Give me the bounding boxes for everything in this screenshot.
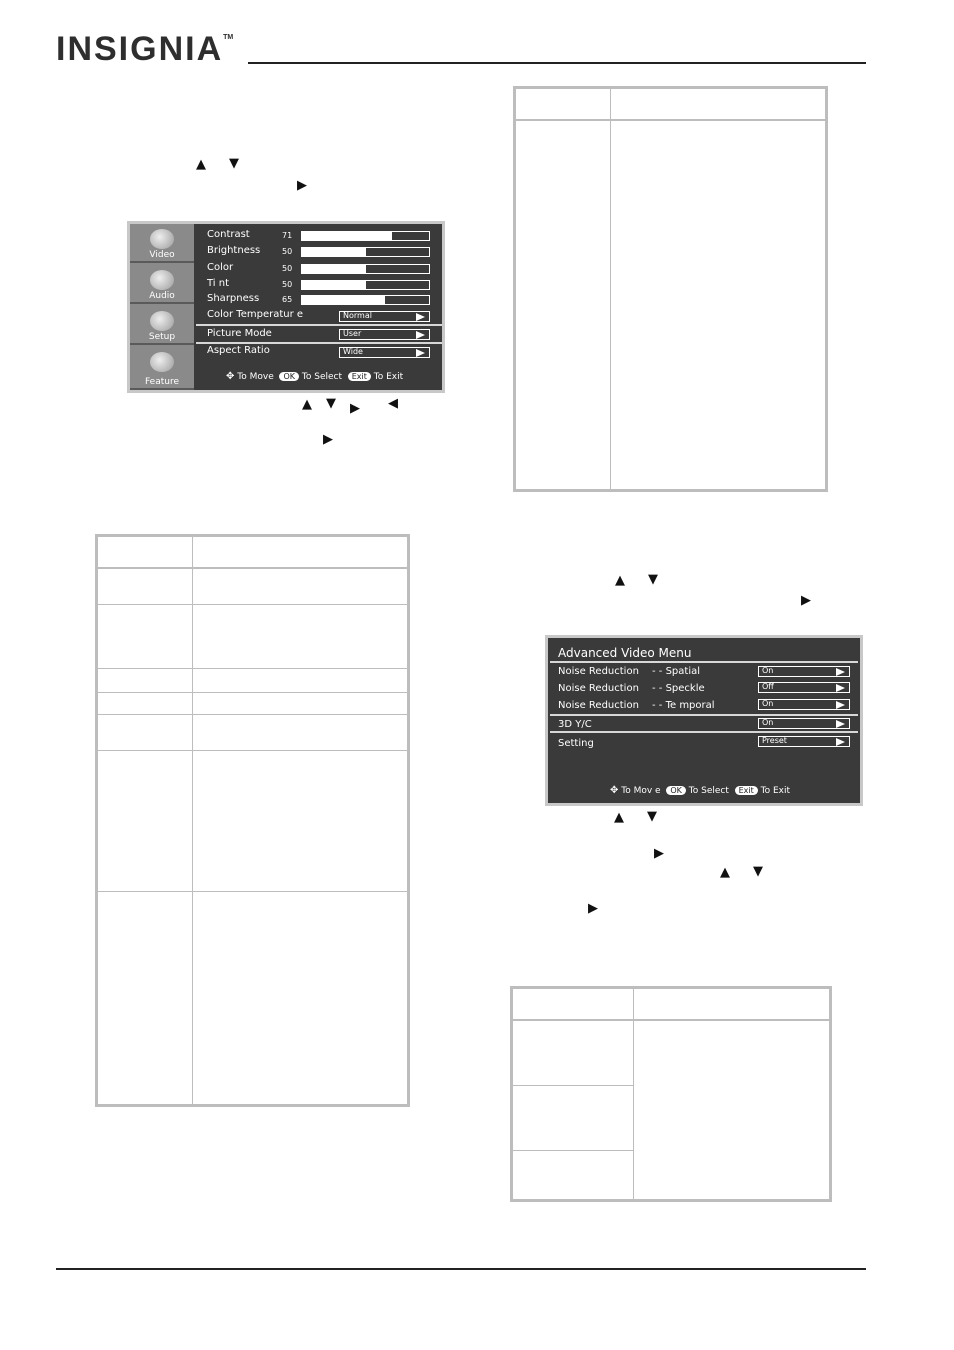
table-row-divider (513, 1085, 633, 1086)
tint-label: Ti nt (207, 278, 230, 289)
sidebar-item-setup[interactable]: Setup (130, 306, 194, 345)
setting-select[interactable]: Preset (758, 736, 850, 747)
right-triangle-icon (836, 720, 845, 728)
color-slider[interactable] (301, 264, 430, 274)
menu-footer: ✥ To Move OK To Select Exit To Exit (226, 371, 404, 382)
noise-reduction-speckle-label: Noise Reduction (558, 683, 639, 694)
color-label: Color (207, 262, 234, 273)
right-triangle-icon (836, 701, 845, 709)
right-triangle-icon (416, 331, 425, 339)
advanced-menu-title: Advanced Video Menu (558, 646, 692, 660)
advanced-menu-footer: ✥ To Mov e OK To Select Exit To Exit (610, 785, 791, 796)
right-triangle-icon (416, 349, 425, 357)
picture-mode-label: Picture Mode (207, 328, 272, 339)
noise-reduction-spatial-label: Noise Reduction (558, 666, 639, 677)
header-rule (248, 62, 866, 64)
table-row-divider (98, 891, 407, 892)
table-header-divider (513, 1019, 829, 1021)
brightness-slider[interactable] (301, 247, 430, 257)
brightness-label: Brightness (207, 245, 261, 256)
right-arrow-icon: ▶ (654, 846, 664, 861)
footer-rule (56, 1268, 866, 1270)
up-arrow-icon: ▲ (720, 865, 730, 880)
sharpness-label: Sharpness (207, 293, 260, 304)
noise-reduction-speckle-select[interactable]: Off (758, 682, 850, 693)
contrast-slider[interactable] (301, 231, 430, 241)
menu-sidebar (130, 224, 194, 390)
setup-icon (150, 311, 174, 331)
menu-divider (550, 714, 858, 716)
color-temperature-label: Color Temperatur e (207, 309, 304, 320)
3d-yc-select[interactable]: On (758, 718, 850, 729)
table-column-divider (610, 89, 611, 489)
insignia-logo: INSIGNIA™ (56, 30, 234, 68)
color-value: 50 (282, 264, 293, 273)
sharpness-slider[interactable] (301, 295, 430, 305)
right-arrow-icon: ▶ (297, 178, 307, 193)
menu-divider (550, 731, 858, 733)
up-arrow-icon: ▲ (615, 573, 625, 588)
move-arrows-icon: ✥ (226, 371, 235, 382)
right-arrow-icon: ▶ (801, 593, 811, 608)
up-arrow-icon: ▲ (302, 397, 312, 412)
sidebar-item-audio[interactable]: Audio (130, 265, 194, 304)
video-menu (127, 221, 445, 393)
table-column-divider (192, 537, 193, 1104)
exit-button-icon: Exit (348, 372, 371, 381)
right-arrow-icon: ▶ (323, 432, 333, 447)
right-arrow-icon: ▶ (350, 401, 360, 416)
down-arrow-icon: ▼ (753, 864, 763, 879)
contrast-value: 71 (282, 231, 293, 240)
aspect-ratio-label: Aspect Ratio (207, 345, 270, 356)
menu-divider (550, 661, 858, 663)
down-arrow-icon: ▼ (648, 572, 658, 587)
table-row-divider (98, 604, 407, 605)
picture-mode-select[interactable]: User (339, 329, 430, 340)
3d-yc-label: 3D Y/C (558, 719, 592, 730)
setting-label: Setting (558, 738, 594, 749)
table-header-divider (98, 567, 407, 569)
sidebar-item-feature[interactable]: Feature (130, 347, 194, 390)
right-triangle-icon (836, 738, 845, 746)
down-arrow-icon: ▼ (229, 156, 239, 171)
table-row-divider (98, 750, 407, 751)
table-row-divider (98, 668, 407, 669)
right-triangle-icon (836, 668, 845, 676)
right-triangle-icon (836, 684, 845, 692)
feature-icon (150, 352, 174, 372)
noise-reduction-temporal-select[interactable]: On (758, 699, 850, 710)
noise-reduction-temporal-sub: - - Te mporal (652, 700, 715, 711)
sharpness-value: 65 (282, 295, 293, 304)
tint-value: 50 (282, 280, 293, 289)
menu-divider (196, 324, 442, 326)
menu-divider (196, 342, 442, 344)
up-arrow-icon: ▲ (614, 810, 624, 825)
up-arrow-icon: ▲ (196, 157, 206, 172)
table-row-divider (98, 714, 407, 715)
move-arrows-icon: ✥ (610, 785, 619, 796)
tint-slider[interactable] (301, 280, 430, 290)
ok-button-icon: OK (666, 786, 686, 795)
noise-reduction-spatial-select[interactable]: On (758, 666, 850, 677)
audio-icon (150, 270, 174, 290)
noise-reduction-temporal-label: Noise Reduction (558, 700, 639, 711)
exit-button-icon: Exit (735, 786, 758, 795)
down-arrow-icon: ▼ (326, 396, 336, 411)
settings-table-left (95, 534, 410, 1107)
table-row-divider (513, 1150, 633, 1151)
down-arrow-icon: ▼ (647, 809, 657, 824)
aspect-ratio-select[interactable]: Wide (339, 347, 430, 358)
contrast-label: Contrast (207, 229, 250, 240)
color-temperature-select[interactable]: Normal (339, 311, 430, 322)
noise-reduction-spatial-sub: - - Spatial (652, 666, 701, 677)
settings-table-right-top (513, 86, 828, 492)
advanced-video-menu (545, 635, 863, 806)
video-icon (150, 229, 174, 249)
sidebar-item-video[interactable]: Video (130, 224, 194, 263)
right-arrow-icon: ▶ (588, 901, 598, 916)
brightness-value: 50 (282, 247, 293, 256)
noise-reduction-speckle-sub: - - Speckle (652, 683, 705, 694)
right-triangle-icon (416, 313, 425, 321)
left-arrow-icon: ◀ (388, 396, 398, 411)
table-header-divider (516, 119, 825, 121)
settings-table-right-bottom (510, 986, 832, 1202)
table-row-divider (98, 692, 407, 693)
ok-button-icon: OK (279, 372, 299, 381)
